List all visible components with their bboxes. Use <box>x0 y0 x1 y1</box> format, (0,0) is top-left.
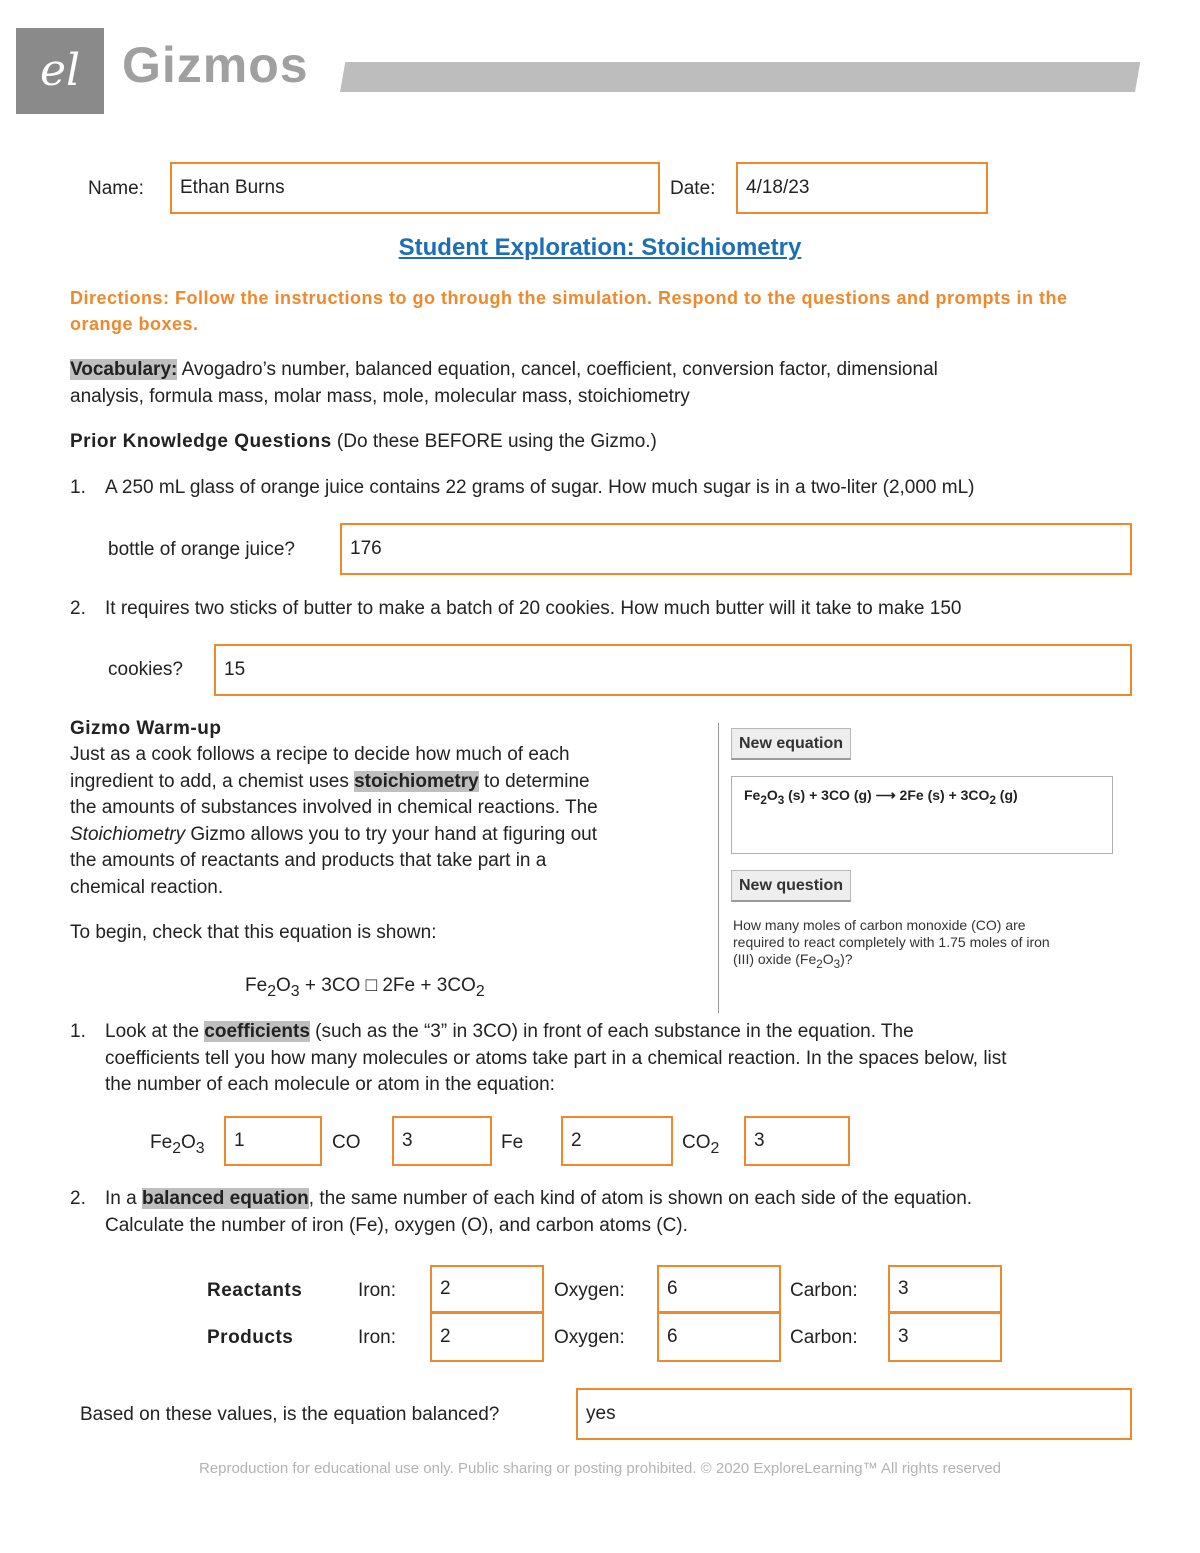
warmup-equation: $Fe_2O_3 + 3CO$ □ $2Fe + 3CO_2$ <box>245 975 485 1000</box>
co-coefficient: 3 <box>402 1130 413 1151</box>
name-label: Name: <box>88 178 144 199</box>
reactants-carbon-value: 3 <box>898 1278 909 1299</box>
prior-q2-answer-field[interactable] <box>214 644 1132 696</box>
fe-coefficient-field[interactable] <box>561 1116 673 1166</box>
prior-note: (Do these BEFORE using the Gizmo.) <box>331 431 657 452</box>
balanced-equation-term: balanced equation <box>141 1188 309 1209</box>
products-carbon-value: 3 <box>898 1326 909 1347</box>
fe-label: Fe <box>501 1132 524 1153</box>
reactants-oxygen-label: Oxygen: <box>554 1280 625 1301</box>
prior-q1-number: 1. <box>70 477 86 498</box>
co2-coefficient-field[interactable] <box>744 1116 850 1166</box>
equation-display: $Fe_2O_3$ (s) + 3CO (g) ⟶ 2Fe $(s) + 3CO_2$ (g) <box>731 776 1113 854</box>
gizmo-question: How many moles of carbon monoxide (CO) are required to react completely with 1.75 moles of iron (III) oxide $(Fe_2O_3)$? <box>733 917 1050 971</box>
prior-q1-answer-field[interactable] <box>340 523 1132 575</box>
products-iron-label: Iron: <box>358 1327 397 1348</box>
prior-heading-text: Prior Knowledge Questions <box>70 431 332 452</box>
warmup-heading: Gizmo Warm-up <box>70 718 222 739</box>
reactants-iron-value: 2 <box>440 1278 451 1299</box>
products-label: Products <box>207 1327 294 1348</box>
warmup-line: chemical reaction. <box>70 876 224 898</box>
name-value: Ethan Burns <box>180 177 285 198</box>
copyright-footer: Reproduction for educational use only. Public sharing or posting prohibited. © 2020 ExploreLearning™ All rights reserved <box>198 1460 1002 1477</box>
date-label: Date: <box>670 178 716 199</box>
coefficients-term: coefficients <box>204 1021 310 1042</box>
products-oxygen-field[interactable] <box>657 1312 781 1362</box>
products-iron-value: 2 <box>440 1326 451 1347</box>
explorelearning-logo: el <box>16 28 104 114</box>
warmup-line: Gizmo allows you to try your hand at figuring out <box>185 823 597 845</box>
warm-q2-text: In a balanced equation, the same number of each kind of atom is shown on each side of the equation. Calculate the number of iron (Fe), oxygen (O), and carbon atoms (C). <box>105 1188 973 1236</box>
brand-title: Gizmos <box>122 37 309 93</box>
reactants-label: Reactants <box>207 1280 303 1301</box>
fe2o3-label: $Fe_2O_3$ <box>150 1132 205 1157</box>
warm-q1-text: Look at the coefficients (such as the “3” in 3CO) in front of each substance in the equation. The coefficients tell you how many molecules or atoms take part in a chemical reaction. In the spaces below, list the number of each molecule or atom in the equation: <box>105 1021 1007 1095</box>
new-equation-button[interactable]: New equation <box>731 728 851 760</box>
warmup-paragraph <box>70 742 700 901</box>
prior-q2-number: 2. <box>70 598 86 619</box>
products-oxygen-value: 6 <box>667 1326 678 1347</box>
vocabulary <box>70 357 1140 410</box>
co-label: CO <box>332 1132 361 1153</box>
page-title: Student Exploration: Stoichiometry <box>398 234 802 261</box>
balanced-prompt: Based on these values, is the equation balanced? <box>80 1404 500 1425</box>
prior-q2-answer: 15 <box>224 659 246 680</box>
reactants-iron-field[interactable] <box>430 1265 544 1313</box>
warmup-line: the amounts of substances involved in chemical reactions. The <box>70 797 598 818</box>
products-oxygen-label: Oxygen: <box>554 1327 625 1348</box>
co2-coefficient: 3 <box>754 1130 765 1151</box>
products-carbon-label: Carbon: <box>790 1327 858 1348</box>
reactants-oxygen-value: 6 <box>667 1278 678 1299</box>
name-field[interactable] <box>170 162 660 214</box>
date-field[interactable] <box>736 162 988 214</box>
products-carbon-field[interactable] <box>888 1312 1002 1362</box>
stoichiometry-term: stoichiometry <box>354 770 479 792</box>
panel-divider <box>718 723 719 1013</box>
fe-coefficient: 2 <box>571 1130 582 1151</box>
balanced-answer: yes <box>586 1403 616 1424</box>
reactants-carbon-field[interactable] <box>888 1265 1002 1313</box>
warm-q1-number: 1. <box>70 1021 86 1042</box>
header-bar <box>340 62 1140 92</box>
vocabulary-line2: analysis, formula mass, molar mass, mole, molecular mass, stoichiometry <box>70 385 690 407</box>
warmup-line: to determine <box>478 770 590 792</box>
prior-knowledge-heading <box>70 429 657 455</box>
prior-q1-prompt: bottle of orange juice? <box>108 539 295 560</box>
stoichiometry-italic: Stoichiometry <box>70 823 186 845</box>
fe2o3-coefficient-field[interactable] <box>224 1116 322 1166</box>
reactants-carbon-label: Carbon: <box>790 1280 858 1301</box>
directions-text: Directions: Follow the instructions to go through the simulation. Respond to the questions and prompts in the orange boxes. <box>70 288 1068 334</box>
warmup-line: ingredient to add, a chemist uses <box>70 770 355 792</box>
warmup-line: Just as a cook follows a recipe to decide how much of each <box>70 744 570 765</box>
date-value: 4/18/23 <box>746 177 810 198</box>
products-iron-field[interactable] <box>430 1312 544 1362</box>
prior-q2-prompt: cookies? <box>108 659 183 680</box>
prior-q1-answer: 176 <box>350 538 382 559</box>
prior-q2-text: It requires two sticks of butter to make a batch of 20 cookies. How much butter will it take to make 150 <box>105 598 962 619</box>
co-coefficient-field[interactable] <box>392 1116 492 1166</box>
warmup-line: the amounts of reactants and products that take part in a <box>70 850 547 871</box>
co2-label: $CO_2$ <box>682 1132 720 1157</box>
vocabulary-label: Vocabulary: <box>70 359 178 380</box>
warm-q2-number: 2. <box>70 1188 86 1209</box>
fe2o3-coefficient: 1 <box>234 1130 245 1151</box>
balanced-answer-field[interactable] <box>576 1388 1132 1440</box>
warmup-begin: To begin, check that this equation is shown: <box>70 922 437 943</box>
new-question-button[interactable]: New question <box>731 870 851 902</box>
reactants-iron-label: Iron: <box>358 1280 397 1301</box>
vocabulary-line1: Avogadro’s number, balanced equation, cancel, coefficient, conversion factor, dimensional <box>177 359 938 380</box>
prior-q1-text: A 250 mL glass of orange juice contains 22 grams of sugar. How much sugar is in a two-liter (2,000 mL) <box>105 477 975 498</box>
reactants-oxygen-field[interactable] <box>657 1265 781 1313</box>
